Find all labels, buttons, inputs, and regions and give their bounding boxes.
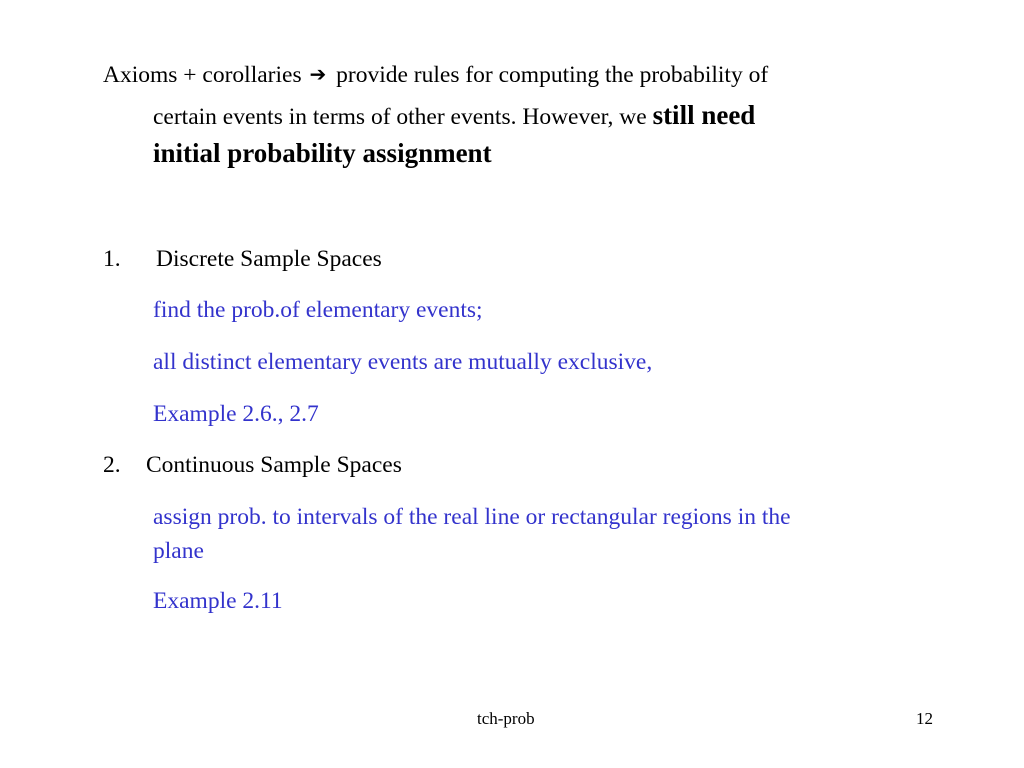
item-1-sub-2: all distinct elementary events are mutually exclusive, (153, 349, 653, 375)
item-1-number: 1. (103, 246, 121, 272)
item-2-title: Continuous Sample Spaces (146, 452, 402, 478)
footer-label: tch-prob (477, 709, 535, 728)
item-2-number: 2. (103, 452, 121, 478)
intro-text-provide: provide rules for computing the probability of (336, 62, 769, 88)
item-1-title: Discrete Sample Spaces (156, 246, 382, 272)
item-2-sub-1-line-1: assign prob. to intervals of the real line or rectangular regions in the (153, 504, 791, 530)
intro-text-still-need: still need (652, 100, 756, 130)
item-1-sub-3: Example 2.6., 2.7 (153, 401, 319, 427)
item-2-sub-1-line-2: plane (153, 538, 204, 564)
page-number: 12 (916, 709, 933, 728)
intro-text-certain-events: certain events in terms of other events. However, we (153, 104, 647, 130)
right-arrow-icon: ➔ (309, 62, 327, 86)
item-2-sub-2: Example 2.11 (153, 588, 283, 614)
intro-text-axioms: Axioms + corollaries (103, 62, 302, 88)
intro-line-2 (153, 102, 755, 130)
item-1-sub-1: find the prob.of elementary events; (153, 297, 483, 323)
intro-line-1 (103, 64, 768, 88)
intro-line-3: initial probability assignment (153, 138, 492, 168)
